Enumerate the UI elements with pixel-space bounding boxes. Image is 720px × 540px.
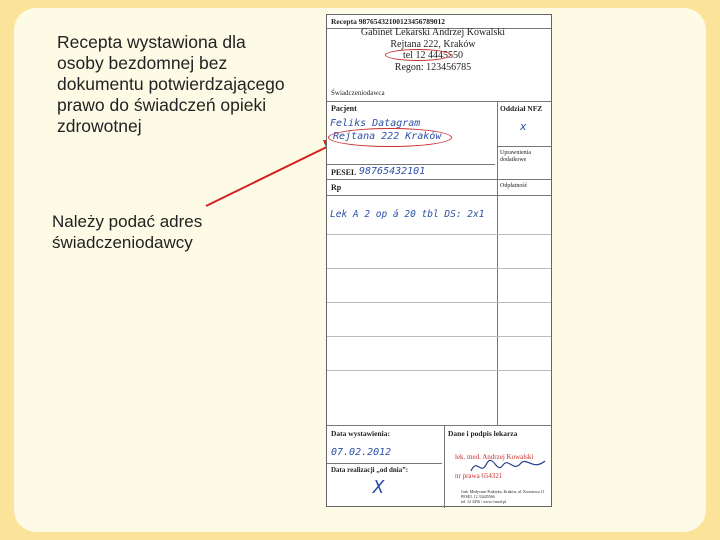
- prescription-number: Recepta 98765432100123456789012: [331, 17, 445, 26]
- note-text: Należy podać adres świadczeniodawcy: [52, 212, 203, 252]
- issue-date-label: Data wystawienia:: [331, 429, 390, 438]
- patient-address-highlight: [328, 128, 452, 147]
- nfz-value: x: [520, 120, 527, 133]
- doctor-signature: [467, 453, 549, 479]
- footer-line-1: Gab. Medyczne Praktyka, Kraków, ul. Kwiatowa 11: [461, 489, 545, 494]
- patient-address: Rejtana 222 Kraków: [333, 131, 442, 142]
- prescription-form: [326, 14, 552, 507]
- doctor-stamp-number: nr prawa 654321: [455, 472, 503, 480]
- footer-line-2: PESEL 12 33445566: [461, 494, 495, 499]
- issue-date-value: 07.02.2012: [331, 447, 392, 458]
- nfz-label: Oddział NFZ: [500, 104, 543, 113]
- stamp-regon: Regon: 123456785: [394, 61, 472, 73]
- stamp-phone: tel 12 4445550: [403, 50, 463, 61]
- provider-label: Świadczeniodawca: [331, 89, 385, 97]
- stamp-address: Rejtana 222, Kraków: [390, 38, 476, 50]
- entitlements-label: Uprawnienia dodatkowe: [500, 150, 531, 163]
- patient-name: Feliks Datagram: [330, 118, 421, 129]
- rp-label: Rp: [331, 183, 342, 192]
- stamp-clinic-name: Gabinet Lekarski Andrzej Kowalski: [360, 27, 506, 38]
- address-highlight: [385, 49, 451, 61]
- pesel-value: 98765432101: [359, 166, 426, 177]
- payment-label: Odpłatność: [500, 183, 528, 189]
- drug-line: Lek A 2 op á 20 tbl DS: 2x1: [330, 209, 485, 220]
- realization-label: Data realizacji „od dnia”:: [331, 466, 409, 474]
- description-text: Recepta wystawiona dla osoby bezdomnej bez dokumentu potwierdzającego prawo do świadczeń opieki zdrowotnej: [57, 32, 285, 136]
- doctor-label: Dane i podpis lekarza: [448, 429, 518, 438]
- patient-label: Pacjent: [331, 104, 357, 113]
- footer-line-3: tel. 12 3456 / www.i-med.pl: [461, 499, 506, 504]
- doctor-stamp-name: lek. med. Andrzej Kowalski: [455, 453, 534, 461]
- pesel-label: PESEL: [331, 168, 357, 177]
- realization-value: X: [373, 477, 384, 498]
